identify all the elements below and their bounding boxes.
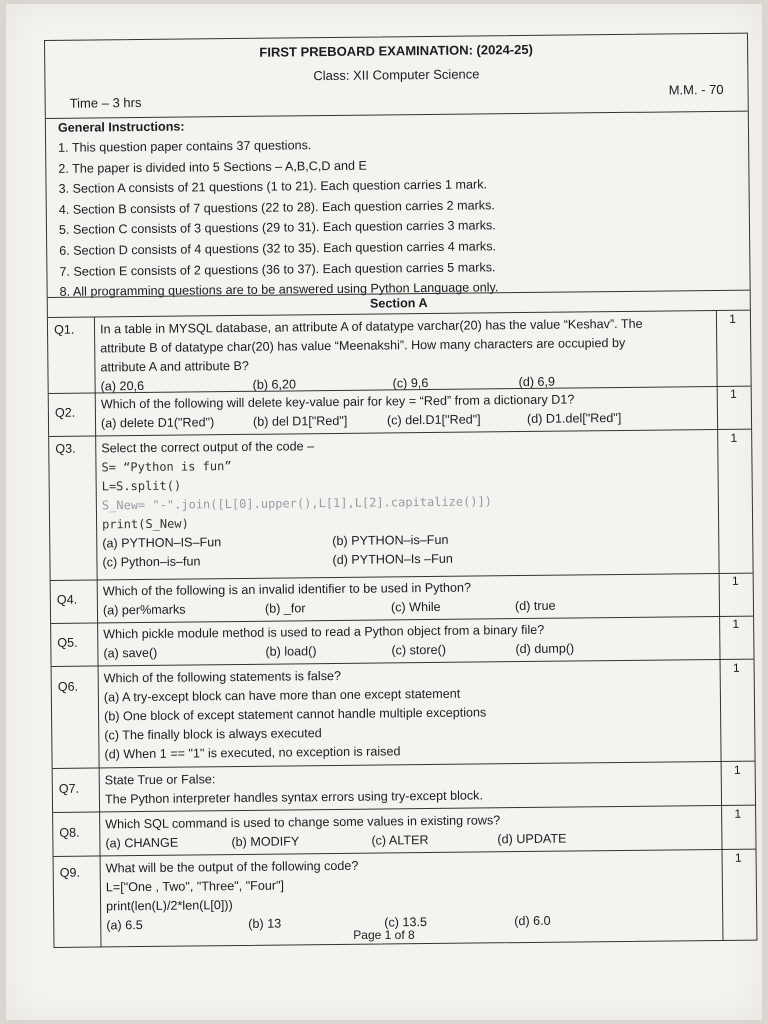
question-4	[51, 574, 753, 621]
option: (c) ALTER	[371, 833, 429, 848]
code-line: print(len(L)/2*len(L[0]))	[106, 898, 233, 914]
question-number: Q8.	[59, 825, 80, 840]
marks-value: 1	[734, 850, 742, 865]
class-line: Class: XII Computer Science	[313, 66, 480, 84]
general-instructions	[58, 114, 740, 303]
option: (b) del D1["Red"]	[252, 413, 348, 429]
option: (b) 6,20	[252, 377, 297, 392]
question-7	[53, 763, 755, 810]
option: (a) 20,6	[100, 378, 145, 394]
option: (c) del.D1["Red"]	[386, 412, 481, 428]
option: (d) 6,9	[518, 374, 556, 390]
max-marks: M.M. - 70	[668, 81, 724, 98]
question-text: Which pickle module method is used to read a Python object from a binary file?	[103, 622, 545, 642]
marks-value: 1	[734, 806, 742, 821]
code-line: S= “Python is fun”	[101, 459, 232, 475]
marks-value: 1	[729, 386, 737, 401]
instruction-item: 5. Section C consists of 3 questions (29 to 31). Each question carries 3 marks.	[58, 218, 496, 238]
time-allowed: Time – 3 hrs	[69, 94, 142, 111]
option: (c) 13.5	[384, 915, 428, 930]
option: (d) PYTHON–Is –Fun	[332, 551, 453, 568]
question-number: Q3.	[55, 441, 76, 456]
instruction-item: 1. This question paper contains 37 questions.	[58, 138, 312, 155]
question-number: Q6.	[57, 679, 79, 694]
question-number: Q4.	[56, 592, 78, 607]
question-number: Q7.	[58, 781, 80, 796]
question-text: In a table in MYSQL database, an attribute A of datatype varchar(20) has the value “Keshav”. The attribute B of datatype char(20) has value “Meenakshi”. How many characters are occupied by attribute A and attribute B?	[99, 316, 643, 375]
question-text: State True or False:	[104, 772, 216, 788]
code-line: S_New= "-".join([L[0].upper(),L[1],L[2].capitalize()])	[101, 494, 493, 513]
question-text: Which of the following is an invalid identifier to be used in Python?	[102, 580, 472, 599]
instruction-item: 2. The paper is divided into 5 Sections – A,B,C,D and E	[58, 158, 367, 176]
instruction-item: 3. Section A consists of 21 questions (1 to 21). Each question carries 1 mark.	[58, 177, 488, 197]
statement: (c) The finally block is always executed	[104, 726, 322, 743]
option: (c) 9,6	[392, 375, 429, 391]
paper-sheet	[6, 4, 762, 1020]
marks-value: 1	[731, 573, 739, 588]
option: (a) CHANGE	[105, 835, 179, 851]
option: (c) Python–is–fun	[102, 554, 201, 570]
question-5	[51, 617, 753, 664]
option: (d) D1.del["Red"]	[526, 410, 622, 426]
option: (b) 13	[248, 916, 282, 931]
code-line: L=["One , Two", "Three", "Four"]	[105, 878, 285, 895]
question-text: Select the correct output of the code –	[101, 439, 315, 456]
question-3	[49, 431, 752, 568]
option: (a) PYTHON–IS–Fun	[102, 535, 222, 551]
statement: (d) When 1 == "1" is executed, no exception is raised	[104, 744, 401, 762]
marks-value: 1	[732, 660, 740, 675]
question-1	[48, 311, 751, 394]
section-heading: Section A	[369, 295, 428, 311]
option: (c) store()	[391, 642, 447, 658]
option: (d) dump()	[515, 641, 575, 657]
code-line: print(S_New)	[102, 516, 189, 532]
question-number: Q2.	[54, 405, 76, 420]
code-line: L=S.split()	[101, 478, 182, 494]
instruction-item: 8. All programming questions are to be answered using Python Language only.	[59, 280, 499, 300]
option: (d) true	[514, 598, 556, 614]
question-statement: The Python interpreter handles syntax errors using try-except block.	[104, 788, 484, 807]
option: (a) delete D1("Red")	[100, 415, 215, 431]
question-paper-frame	[44, 33, 757, 948]
option: (b) _for	[264, 601, 306, 616]
statement: (b) One block of except statement cannot handle multiple exceptions	[104, 705, 487, 724]
instructions-heading: General Instructions:	[57, 119, 185, 135]
option: (c) While	[390, 599, 441, 615]
option: (d) UPDATE	[497, 831, 567, 847]
option: (b) MODIFY	[231, 834, 300, 850]
question-text: What will be the output of the following code?	[105, 858, 359, 876]
option: (a) save()	[103, 645, 158, 661]
option: (d) 6.0	[514, 913, 551, 929]
question-number: Q9.	[59, 865, 81, 880]
instruction-item: 7. Section E consists of 2 questions (36 to 37). Each question carries 5 marks.	[59, 259, 496, 279]
option: (a) per%marks	[102, 602, 186, 618]
statement: (a) A try-except block can have more than one except statement	[103, 686, 461, 705]
option: (b) PYTHON–is–Fun	[332, 532, 449, 549]
question-number: Q1.	[53, 322, 75, 337]
instruction-item: 4. Section B consists of 7 questions (22 to 28). Each question carries 2 marks.	[58, 198, 495, 217]
marks-value: 1	[729, 311, 737, 326]
question-text: Which SQL command is used to change some values in existing rows?	[105, 813, 501, 832]
question-text: Which of the following statements is false?	[103, 668, 342, 686]
exam-title: FIRST PREBOARD EXAMINATION: (2024-25)	[259, 41, 533, 60]
question-8	[53, 807, 755, 854]
marks-value: 1	[732, 616, 740, 631]
instruction-item: 6. Section D consists of 4 questions (32 to 35). Each question carries 4 marks.	[59, 239, 497, 258]
page-number: Page 1 of 8	[353, 928, 415, 942]
marks-value: 1	[733, 762, 741, 777]
option: (b) load()	[265, 644, 317, 659]
marks-value: 1	[730, 430, 738, 445]
option: (a) 6.5	[106, 918, 143, 933]
question-2	[49, 387, 751, 434]
question-6	[52, 661, 755, 768]
question-text: Which of the following will delete key-value pair for key = “Red” from a dictionary D1?	[100, 392, 575, 412]
question-number: Q5.	[57, 635, 78, 650]
